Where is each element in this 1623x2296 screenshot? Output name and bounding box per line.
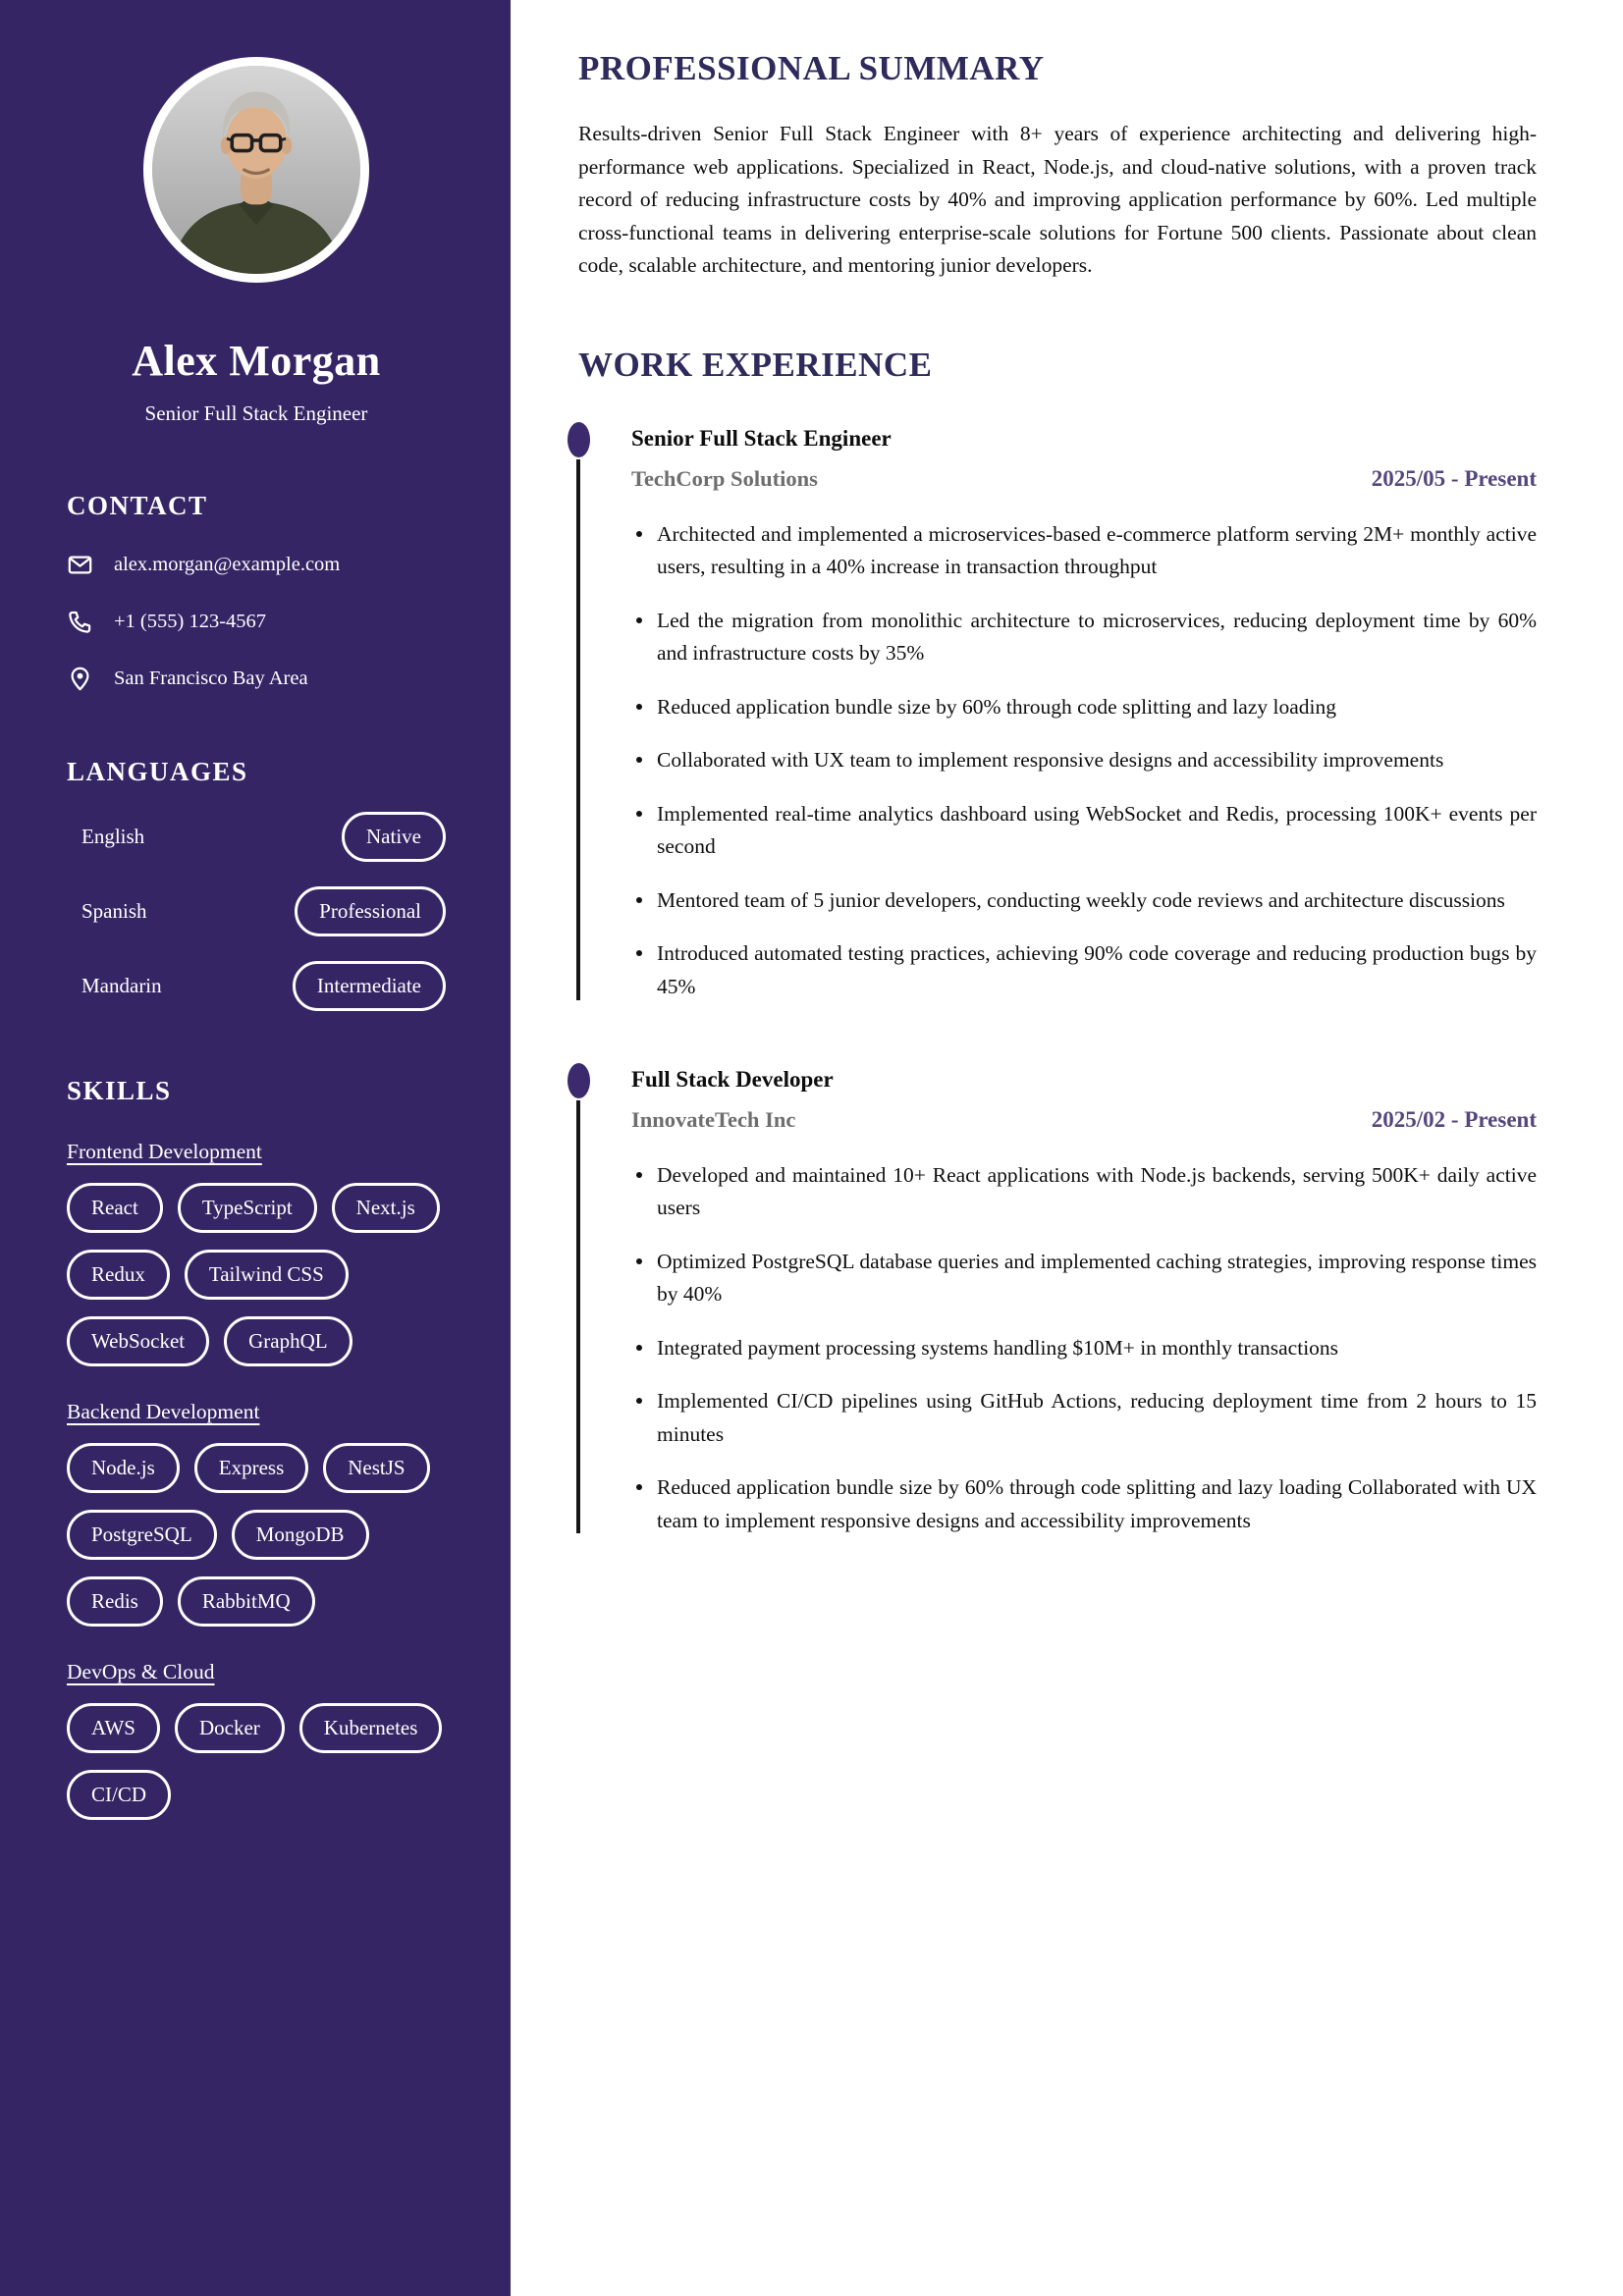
skill-group-frontend — [67, 1140, 446, 1366]
job-bullet: Introduced automated testing practices, achieving 90% code coverage and reducing production bugs by 45% — [631, 937, 1537, 1003]
job-meta — [631, 466, 1537, 492]
job-dates: 2025/02 - Present — [1371, 1106, 1537, 1132]
language-name: Mandarin — [81, 974, 162, 997]
skill-tag: Docker — [175, 1703, 285, 1753]
job-meta — [631, 1107, 1537, 1133]
location-pin-icon — [67, 666, 93, 692]
skill-tag: RabbitMQ — [178, 1576, 315, 1627]
language-level-badge: Intermediate — [293, 961, 446, 1011]
skill-tag: React — [67, 1183, 163, 1233]
job-bullet: Reduced application bundle size by 60% through code splitting and lazy loading Collaborated with UX team to implement responsive designs and accessibility improvements — [631, 1471, 1537, 1537]
profile-photo — [143, 57, 369, 283]
contact-heading: CONTACT — [67, 491, 208, 520]
profile-photo-illustration — [152, 66, 360, 274]
job-bullet: Integrated payment processing systems handling $10M+ in monthly transactions — [631, 1332, 1537, 1365]
experience-section — [578, 346, 1537, 1538]
contact-phone-text: +1 (555) 123-4567 — [114, 611, 267, 632]
job-bullet: Developed and maintained 10+ React applications with Node.js backends, serving 500K+ daily active users — [631, 1159, 1537, 1225]
phone-icon — [67, 609, 93, 635]
job-title: Full Stack Developer — [631, 1066, 834, 1092]
job-bullet: Architected and implemented a microservices-based e-commerce platform serving 2M+ monthly active users, resulting in a 40% increase in transaction throughput — [631, 518, 1537, 584]
job-bullet: Optimized PostgreSQL database queries and implemented caching strategies, improving response times by 40% — [631, 1246, 1537, 1311]
job-bullet: Reduced application bundle size by 60% through code splitting and lazy loading — [631, 691, 1537, 724]
summary-text: Results-driven Senior Full Stack Engineer with 8+ years of experience architecting and delivering high-performance web applications. Specialized in React, Node.js, and cloud-native solutions, with a proven track record of reducing infrastructure costs by 40% and improving application performance by 60%. Led multiple cross-functional teams in delivering enterprise-scale solutions for Fortune 500 clients. Passionate about clean code, scalable architecture, and mentoring junior developers. — [578, 122, 1537, 278]
job-bullet: Implemented real-time analytics dashboard using WebSocket and Redis, processing 100K+ events per second — [631, 798, 1537, 864]
language-row — [67, 961, 446, 1011]
skill-group-devops — [67, 1660, 446, 1820]
summary-section — [578, 49, 1537, 283]
job-entry — [578, 1067, 1537, 1538]
person-name: Alex Morgan — [132, 337, 381, 385]
job-dates: 2025/05 - Present — [1371, 465, 1537, 491]
job-bullet: Mentored team of 5 junior developers, conducting weekly code reviews and architecture discussions — [631, 884, 1537, 918]
job-company: InnovateTech Inc — [631, 1106, 796, 1132]
job-entry — [578, 426, 1537, 1004]
job-list — [578, 426, 1537, 1538]
skill-tag: AWS — [67, 1703, 160, 1753]
languages-section — [67, 757, 446, 1011]
experience-heading: WORK EXPERIENCE — [578, 345, 933, 384]
skill-tags — [67, 1183, 446, 1366]
skill-tags — [67, 1443, 446, 1627]
skill-tag: PostgreSQL — [67, 1510, 217, 1560]
summary-heading: PROFESSIONAL SUMMARY — [578, 49, 1045, 87]
skills-heading: SKILLS — [67, 1076, 172, 1105]
language-level-badge: Professional — [295, 886, 446, 936]
skill-tag: GraphQL — [224, 1316, 352, 1366]
skill-tag: CI/CD — [67, 1770, 171, 1820]
skill-tag: MongoDB — [232, 1510, 369, 1560]
contact-item-location — [67, 666, 446, 692]
contact-email-text: alex.morgan@example.com — [114, 554, 341, 575]
mail-icon — [67, 552, 93, 578]
skill-tag: Node.js — [67, 1443, 180, 1493]
skill-tags — [67, 1703, 446, 1820]
skill-tag: Tailwind CSS — [185, 1250, 349, 1300]
contact-item-phone — [67, 609, 446, 635]
timeline-line — [576, 1100, 580, 1534]
skill-tag: Kubernetes — [299, 1703, 443, 1753]
language-rows — [67, 812, 446, 1011]
sidebar — [0, 0, 511, 2296]
language-row — [67, 812, 446, 862]
job-bullet: Led the migration from monolithic architecture to microservices, reducing deployment time by 60% and infrastructure costs by 35% — [631, 605, 1537, 670]
skill-tag: Next.js — [332, 1183, 440, 1233]
job-company: TechCorp Solutions — [631, 465, 818, 491]
timeline-dot — [568, 422, 590, 457]
main-content — [511, 0, 1623, 2296]
skill-group-label: DevOps & Cloud — [67, 1660, 215, 1683]
skill-tag: NestJS — [323, 1443, 429, 1493]
skill-tag: Redux — [67, 1250, 170, 1300]
contact-location-text: San Francisco Bay Area — [114, 667, 308, 689]
skill-group-backend — [67, 1400, 446, 1627]
contact-section — [67, 491, 446, 692]
language-name: Spanish — [81, 899, 147, 923]
skills-section — [67, 1076, 446, 1820]
timeline-line — [576, 459, 580, 1000]
skill-tag: WebSocket — [67, 1316, 209, 1366]
job-bullet: Implemented CI/CD pipelines using GitHub Actions, reducing deployment time from 2 hours to 15 minutes — [631, 1385, 1537, 1451]
timeline-dot — [568, 1063, 590, 1098]
contact-item-email — [67, 552, 446, 578]
skill-tag: Express — [194, 1443, 309, 1493]
language-level-badge: Native — [342, 812, 446, 862]
skill-tag: Redis — [67, 1576, 163, 1627]
job-title: Senior Full Stack Engineer — [631, 425, 892, 451]
skill-group-label: Backend Development — [67, 1400, 260, 1423]
job-bullet: Collaborated with UX team to implement responsive designs and accessibility improvements — [631, 744, 1537, 777]
job-bullets — [631, 518, 1537, 1004]
skill-group-label: Frontend Development — [67, 1140, 262, 1163]
job-bullets — [631, 1159, 1537, 1538]
languages-heading: LANGUAGES — [67, 757, 248, 786]
person-job-title: Senior Full Stack Engineer — [144, 401, 368, 425]
language-row — [67, 886, 446, 936]
language-name: English — [81, 825, 145, 848]
skill-tag: TypeScript — [178, 1183, 317, 1233]
